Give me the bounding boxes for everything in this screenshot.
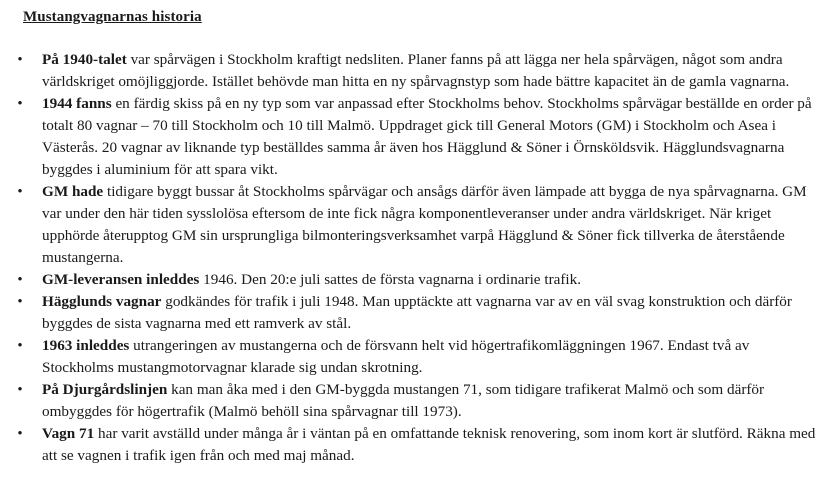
list-item [0, 423, 826, 467]
list-item [0, 93, 826, 181]
document-title: Mustangvagnarnas historia [23, 9, 202, 25]
item-text: en färdig skiss på en ny typ som var anpassad efter Stockholms behov. Stockholms spårvägar beställde en order på totalt 80 vagnar – 70 till Stockholm och 10 till Malmö. Uppdraget gick till General Motors (GM) i Stockholm och Asea i Västerås. 20 vagnar av liknande typ beställdes samma år även hos Hägglund & Söner i Örnsköldsvik. Hägglundsvagnarna byggdes i aluminium för att spara vikt. [42, 95, 812, 178]
list-item [0, 335, 826, 379]
list-item [0, 379, 826, 423]
item-text: tidigare byggt bussar åt Stockholms spårvägar och ansågs därför även lämpade att bygga de nya spårvagnarna. GM var under den här tiden sysslolösa eftersom de inte fick några komponentleveranser under andra världskriget. När kriget upphörde återupptog GM sin ursprungliga bilmonteringsverksamhet varpå Hägglund & Söner fick tillverka de återstående mustangerna. [42, 183, 807, 266]
item-text: 1946. Den 20:e juli sattes de första vagnarna i ordinarie trafik. [199, 271, 582, 288]
list-item [0, 49, 826, 93]
bullet-icon: • [17, 338, 23, 354]
item-text: kan man åka med i den GM-byggda mustangen 71, som tidigare trafikerat Malmö och som därför ombyggdes för högertrafik (Malmö behöll sina spårvagnar till 1973). [42, 381, 765, 420]
item-lead: 1944 fanns [42, 95, 112, 112]
item-text: var spårvägen i Stockholm kraftigt nedsliten. Planer fanns på att lägga ner hela spårvägen, något som andra världskriget omöjliggjorde. Istället behövde man hitta en ny spårvagnstyp som hade bättre kapacitet än de gamla vagnarna. [42, 51, 790, 90]
bullet-icon: • [17, 382, 23, 398]
bullet-icon: • [17, 52, 23, 68]
item-text: godkändes för trafik i juli 1948. Man upptäckte att vagnarna var av en väl svag konstruktion och därför byggdes de sista vagnarna med ett ramverk av stål. [42, 293, 792, 332]
item-lead: 1963 inleddes [42, 337, 130, 354]
item-lead: GM-leveransen inleddes [42, 271, 200, 288]
bullet-icon: • [17, 184, 23, 200]
item-text: utrangeringen av mustangerna och de försvann helt vid högertrafikomläggningen 1967. Endast två av Stockholms mustangmotorvagnar klarade sig undan skrotning. [42, 337, 750, 376]
item-lead: Vagn 71 [42, 425, 95, 442]
list-item [0, 291, 826, 335]
item-lead: Hägglunds vagnar [42, 293, 162, 310]
list-item [0, 269, 826, 291]
bullet-icon: • [17, 426, 23, 442]
bullet-icon: • [17, 272, 23, 288]
bullet-icon: • [17, 96, 23, 112]
bullet-icon: • [17, 294, 23, 310]
item-lead: På 1940-talet [42, 51, 127, 68]
item-lead: På Djurgårdslinjen [42, 381, 168, 398]
history-list [0, 49, 826, 467]
list-item [0, 181, 826, 269]
item-lead: GM hade [42, 183, 104, 200]
item-text: har varit avställd under många år i väntan på en omfattande teknisk renovering, som inom kort är slutförd. Räkna med att se vagnen i trafik igen från och med maj månad. [42, 425, 816, 464]
